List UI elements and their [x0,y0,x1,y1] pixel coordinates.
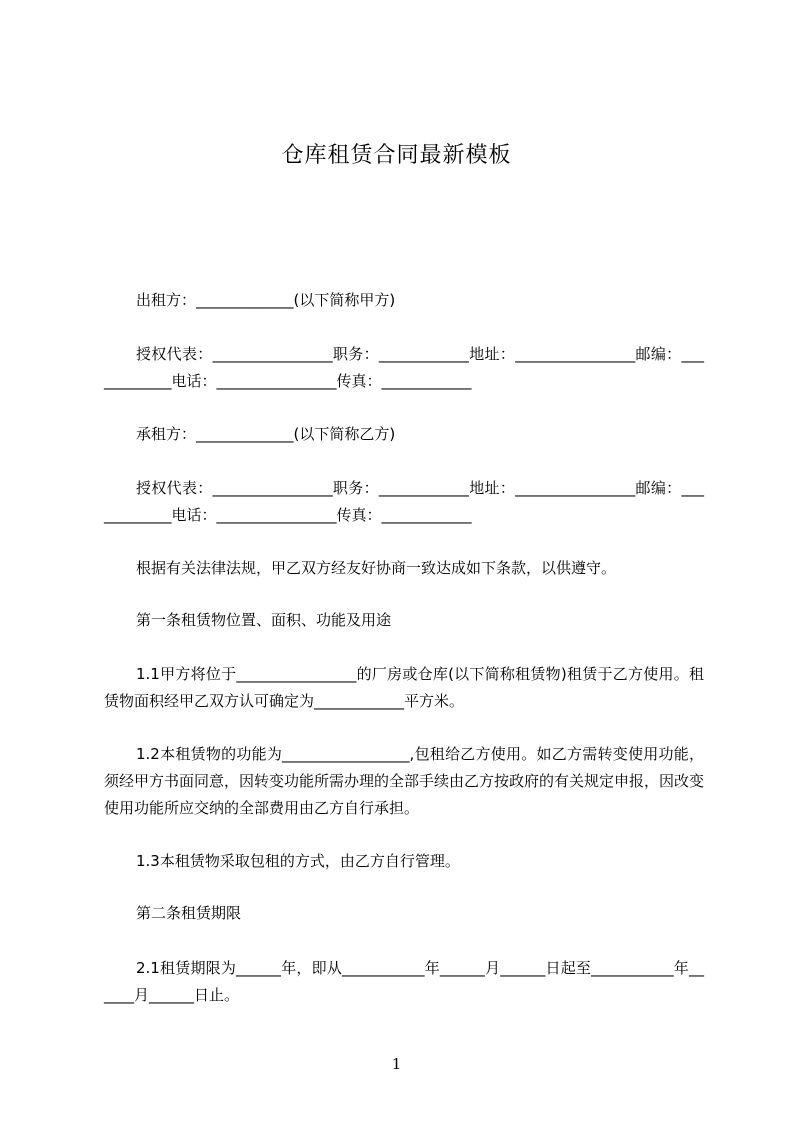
article-two-heading: 第二条租赁期限 [136,904,242,922]
preamble-paragraph: 根据有关法律法规，甲乙双方经友好协商一致达成如下条款，以供遵守。 [136,559,617,577]
lessor-line: 出租方：_____________(以下简称甲方) [136,291,396,309]
lessee-line: 承租方：_____________(以下简称乙方) [136,425,396,443]
lessor-representative-details: 授权代表：________________职务：____________地址：________________邮编：____________电话：________________传真：____________ [104,345,704,390]
document-title: 仓库租赁合同最新模板 [281,143,512,168]
clause-1-3: 1.3本租赁物采取包租的方式，由乙方自行管理。 [136,852,460,870]
clause-1-1: 1.1甲方将位于________________的厂房或仓库(以下简称租赁物)租赁于乙方使用。租赁物面积经甲乙双方认可确定为____________平方米。 [104,665,704,710]
clause-1-2: 1.2本租赁物的功能为_________________,包租给乙方使用。如乙方需转变使用功能，须经甲方书面同意，因转变功能所需办理的全部手续由乙方按政府的有关规定申报，因改变使用功能所应交纳的全部费用由乙方自行承担。 [104,745,705,817]
lessee-representative-details: 授权代表：________________职务：____________地址：________________邮编：____________电话：________________传真：____________ [104,479,704,524]
clause-2-1: 2.1租赁期限为______年，即从___________年______月______日起至___________年______月______日止。 [104,959,704,1004]
article-one-heading: 第一条租赁物位置、面积、功能及用途 [136,611,392,629]
page-number: 1 [391,1055,402,1073]
